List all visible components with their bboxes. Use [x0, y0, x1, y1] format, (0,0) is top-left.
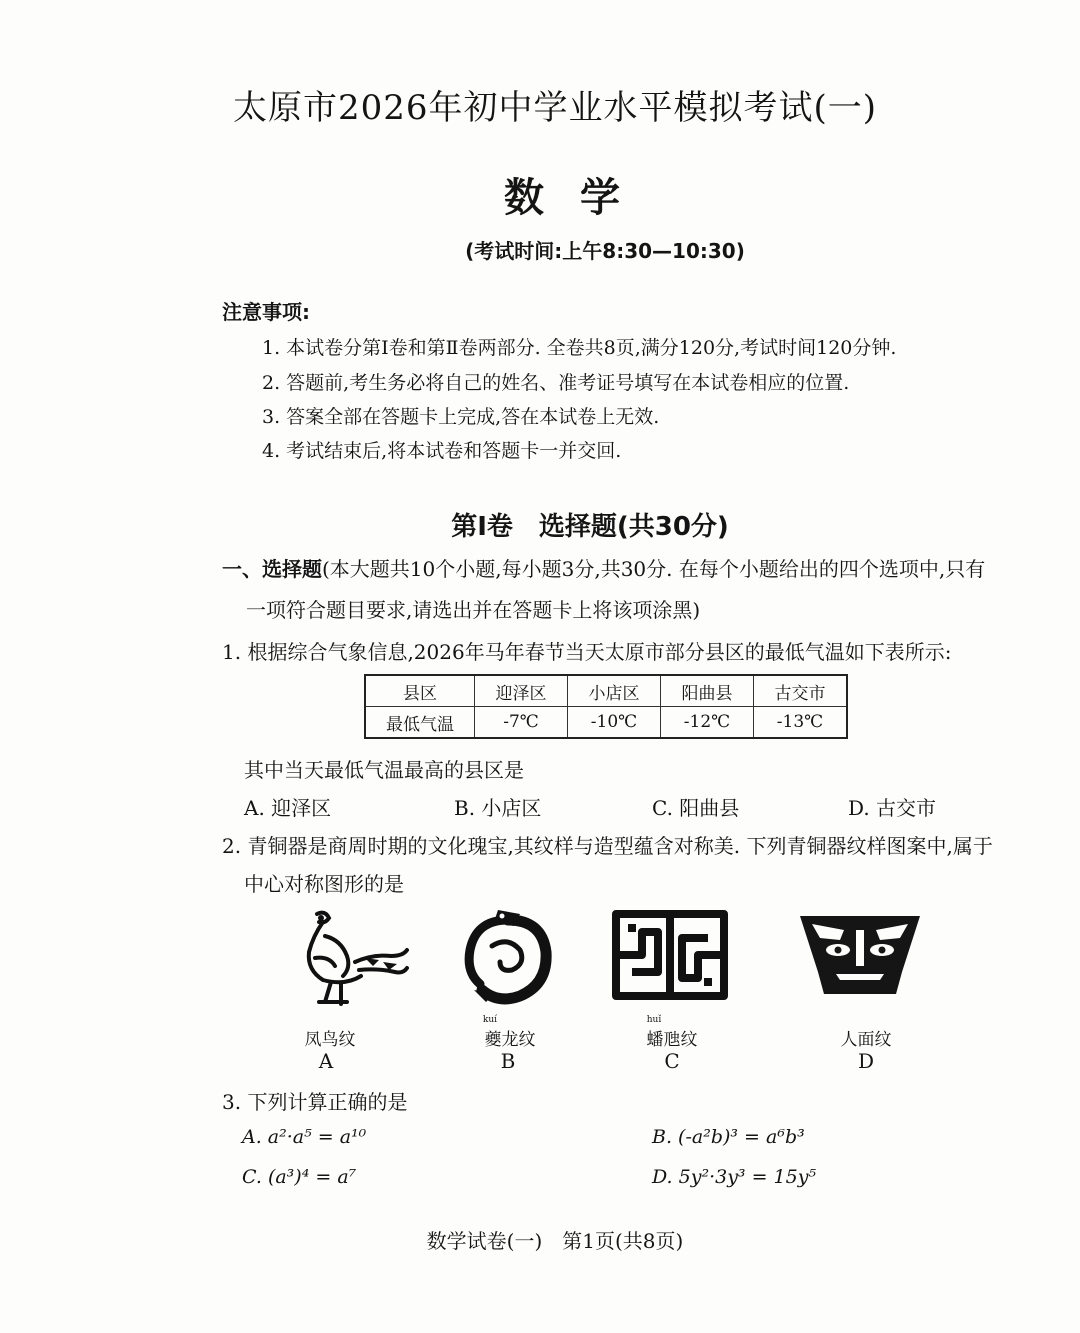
pattern-c-label: 蟠虺纹: [646, 1030, 698, 1050]
kui-dragon-pattern-icon: [458, 906, 558, 1010]
phoenix-bird-pattern-icon: [295, 906, 415, 1012]
q3-option-b: B. (-a²b)³ = a⁶b³: [652, 1126, 805, 1148]
pattern-c-pinyin: huǐ: [646, 1015, 662, 1025]
q3-option-d: D. 5y²·3y³ = 15y⁵: [652, 1166, 817, 1188]
subject-title: 数学: [504, 174, 656, 221]
q3-option-c: C. (a³)⁴ = a⁷: [242, 1166, 357, 1188]
table-row: [365, 707, 847, 739]
q1-option-c: C. 阳曲县: [652, 796, 740, 820]
q3-stem: 3. 下列计算正确的是: [222, 1090, 408, 1114]
table-header-cell: 迎泽区: [475, 675, 568, 707]
page-footer: 数学试卷(一) 第1页(共8页): [426, 1229, 684, 1253]
pattern-b-pinyin: kuí: [482, 1015, 498, 1025]
notice-item: 2. 答题前,考生务必将自己的姓名、准考证号填写在本试卷相应的位置.: [262, 372, 850, 394]
table-cell: -7℃: [475, 707, 568, 739]
q1-stem: 1. 根据综合气象信息,2026年马年春节当天太原市部分县区的最低气温如下表所示:: [222, 640, 952, 664]
pattern-b-label: 夔龙纹: [484, 1030, 536, 1050]
pattern-a-letter: A: [318, 1049, 334, 1073]
table-header-cell: 阳曲县: [661, 675, 754, 707]
pattern-d-label: 人面纹: [840, 1030, 892, 1050]
q1-option-d: D. 古交市: [848, 796, 937, 820]
exam-time: (考试时间:上午8:30—10:30): [465, 239, 745, 263]
q1-option-b: B. 小店区: [454, 796, 542, 820]
human-face-pattern-icon: [798, 910, 922, 998]
notice-item: 3. 答案全部在答题卡上完成,答在本试卷上无效.: [262, 406, 660, 428]
q1-option-a: A. 迎泽区: [244, 796, 332, 820]
q2-stem-line2: 中心对称图形的是: [244, 872, 404, 896]
table-header-cell: 小店区: [568, 675, 661, 707]
notice-heading: 注意事项:: [222, 300, 310, 324]
q2-stem-line1: 2. 青铜器是商周时期的文化瑰宝,其纹样与造型蕴含对称美. 下列青铜器纹样图案中,属于: [222, 834, 993, 858]
table-row: [365, 675, 847, 707]
temperature-table: [364, 674, 848, 739]
pattern-b-letter: B: [500, 1049, 516, 1073]
coiled-serpent-pattern-icon: [612, 910, 728, 1000]
table-header-cell: 县区: [365, 675, 475, 707]
pattern-d-letter: D: [857, 1049, 875, 1073]
pattern-a-label: 凤鸟纹: [304, 1030, 356, 1050]
notice-item: 1. 本试卷分第Ⅰ卷和第Ⅱ卷两部分. 全卷共8页,满分120分,考试时间120分钟.: [262, 337, 897, 359]
table-cell: -10℃: [568, 707, 661, 739]
section-instruction-line2: 一项符合题目要求,请选出并在答题卡上将该项涂黑): [246, 598, 701, 622]
notice-item: 4. 考试结束后,将本试卷和答题卡一并交回.: [262, 440, 622, 462]
q3-option-a: A. a²·a⁵ = a¹⁰: [242, 1126, 367, 1148]
table-header-cell: 古交市: [754, 675, 848, 707]
q1-question: 其中当天最低气温最高的县区是: [244, 758, 524, 782]
table-cell: -12℃: [661, 707, 754, 739]
exam-title: 太原市2026年初中学业水平模拟考试(一): [232, 88, 878, 128]
table-cell: 最低气温: [365, 707, 475, 739]
section-instruction-text: (本大题共10个小题,每小题3分,共30分. 在每个小题给出的四个选项中,只有: [322, 557, 986, 581]
table-cell: -13℃: [754, 707, 848, 739]
section-title: 第Ⅰ卷 选择题(共30分): [451, 512, 729, 542]
pattern-c-letter: C: [664, 1049, 680, 1073]
section-instruction-lead: 一、选择题: [222, 557, 322, 581]
section-instruction-line1: [222, 553, 985, 582]
